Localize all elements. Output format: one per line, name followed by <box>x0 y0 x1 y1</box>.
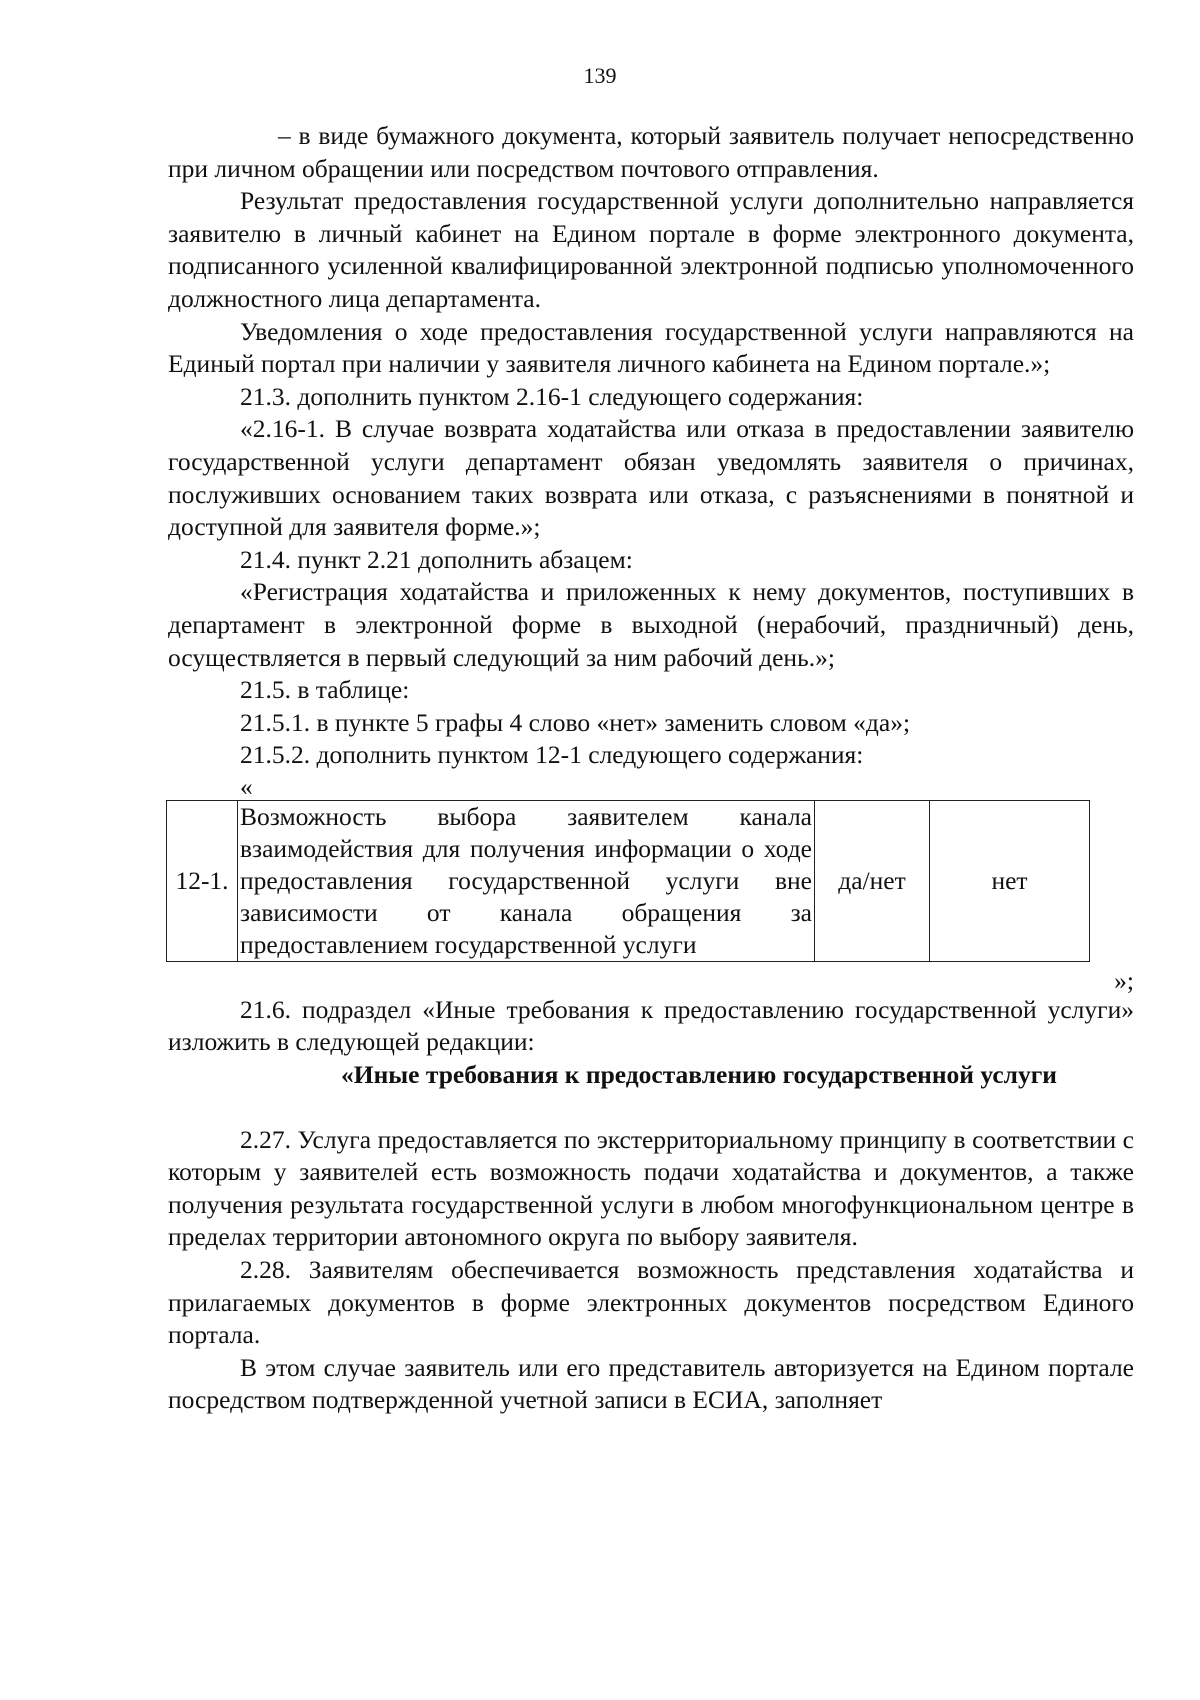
paragraph-21-6: 21.6. подраздел «Иные требования к предоставлению государственной услуги» изложить в следующей редакции: <box>168 994 1134 1057</box>
table-cell-options: да/нет <box>815 800 930 961</box>
table-cell-number: 12-1. <box>167 800 238 961</box>
paragraph-result-portal: Результат предоставления государственной услуги дополнительно направляется заявителю в личный кабинет на Едином портале в форме электронного документа, подписанного усиленной квалифицированной электронной подписью уполномоченного должностного лица департамента. <box>168 186 1134 313</box>
table-close-quote: »; <box>1114 965 1134 995</box>
table-cell-value: нет <box>930 800 1090 961</box>
paragraph-21-3: 21.3. дополнить пунктом 2.16-1 следующего содержания: <box>240 381 864 411</box>
paragraph-21-5-1: 21.5.1. в пункте 5 графы 4 слово «нет» заменить словом «да»; <box>240 707 911 737</box>
table-open-quote: « <box>240 771 253 801</box>
paragraph-2-27: 2.27. Услуга предоставляется по экстерриториальному принципу в соответствии с которым у заявителей есть возможность подачи ходатайства и документов, а также получения результата государственной услуги в любом многофункциональном центре в пределах территории автономного округа по выбору заявителя. <box>168 1124 1134 1252</box>
paragraph-2-16-1: «2.16-1. В случае возврата ходатайства или отказа в предоставлении заявителю государственной услуги департамент обязан уведомлять заявителя о причинах, послуживших основанием таких возврата или отказа, с разъяснениями в понятной и доступной для заявителя форме.»; <box>168 414 1134 542</box>
section-heading: «Иные требования к предоставлению государственной услуги <box>340 1060 1057 1090</box>
spacer <box>168 1092 1134 1124</box>
paragraph-21-5: 21.5. в таблице: <box>240 675 410 705</box>
paragraph-registration: «Регистрация ходатайства и приложенных к нему документов, поступивших в департамент в электронной форме в выходной (нерабочий, праздничный) день, осуществляется в первый следующий за ним рабочий день.»; <box>168 577 1134 672</box>
table-cell-description-main: Возможность выбора заявителем канала взаимодействия для получения информации о ходе предоставления государственной услуги вне зависимости от канала обращения за <box>240 801 812 927</box>
table-cell-description <box>238 800 815 961</box>
paragraph-2-28: 2.28. Заявителям обеспечивается возможность представления ходатайства и прилагаемых документов в форме электронных документов посредством Единого портала. <box>168 1255 1134 1350</box>
paragraph-21-4: 21.4. пункт 2.21 дополнить абзацем: <box>240 544 633 574</box>
table-cell-description-last: предоставлением государственной услуги <box>240 929 697 959</box>
page-number: 139 <box>583 63 617 88</box>
paragraph-paper-document: – в виде бумажного документа, который заявитель получает непосредственно при личном обращении или посредством почтового отправления. <box>168 121 1134 183</box>
document-body <box>168 120 1134 1417</box>
amendment-table <box>166 800 1090 962</box>
paragraph-21-5-2: 21.5.2. дополнить пунктом 12-1 следующего содержания: <box>240 740 864 770</box>
table-row <box>167 800 1090 961</box>
paragraph-notifications: Уведомления о ходе предоставления государственной услуги направляются на Единый портал при наличии у заявителя личного кабинета на Едином портале.»; <box>168 316 1134 379</box>
paragraph-esia: В этом случае заявитель или его представитель авторизуется на Едином портале посредством подтвержденной учетной записи в ЕСИА, заполняет <box>168 1352 1134 1415</box>
